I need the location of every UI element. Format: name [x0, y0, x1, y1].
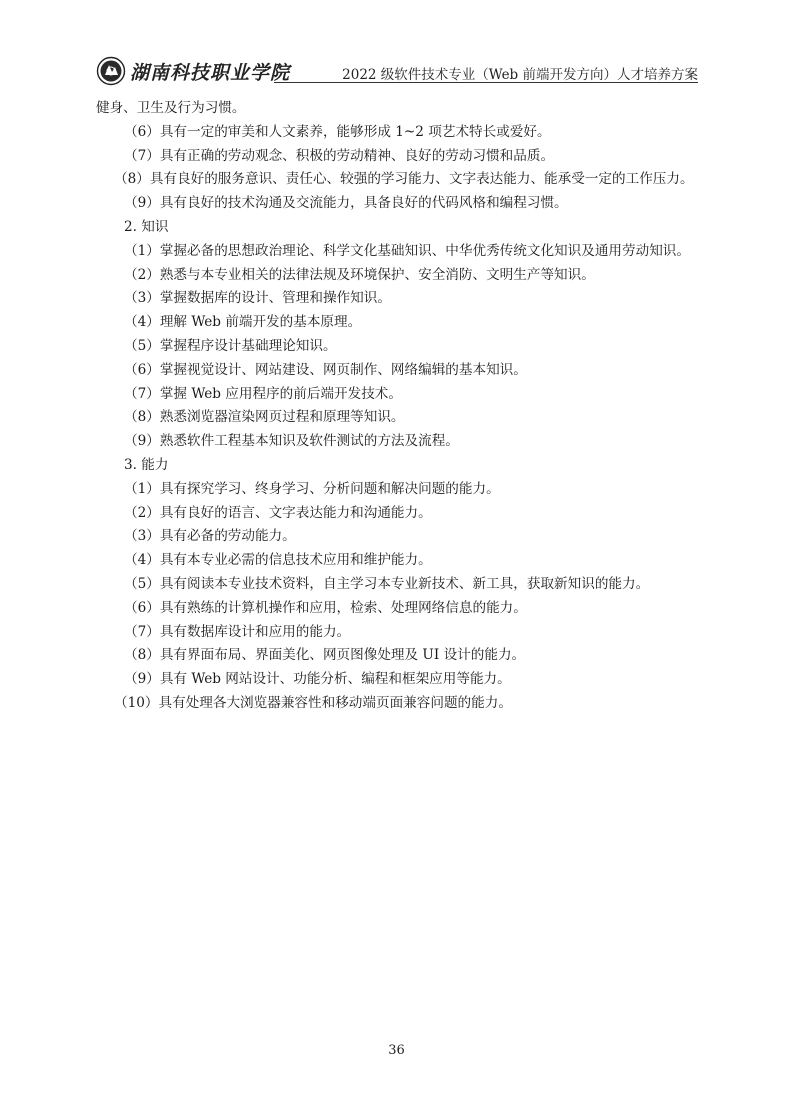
list-item: （5）具有阅读本专业技术资料，自主学习本专业新技术、新工具，获取新知识的能力。 [124, 575, 650, 592]
page-body [96, 97, 706, 716]
list-item: （4）理解 Web 前端开发的基本原理。 [124, 314, 362, 331]
header-rule [274, 82, 698, 83]
list-item: （3）具有必备的劳动能力。 [124, 528, 296, 545]
page-number: 36 [388, 1043, 405, 1058]
list-item: （9）熟悉软件工程基本知识及软件测试的方法及流程。 [124, 433, 459, 450]
list-item: （2）具有良好的语言、文字表达能力和沟通能力。 [124, 504, 432, 521]
school-seal-icon [96, 56, 126, 86]
list-item: （7）掌握 Web 应用程序的前后端开发技术。 [124, 385, 402, 402]
list-item: （10）具有处理各大浏览器兼容性和移动端页面兼容问题的能力。 [114, 694, 512, 711]
list-item: （8）具有良好的服务意识、责任心、较强的学习能力、文字表达能力、能承受一定的工作压力。 [114, 171, 694, 188]
section-heading-knowledge: 2. 知识 [124, 218, 169, 235]
list-item: （1）掌握必备的思想政治理论、科学文化基础知识、中华优秀传统文化知识及通用劳动知识。 [124, 242, 690, 259]
list-item: （8）熟悉浏览器渲染网页过程和原理等知识。 [124, 409, 405, 426]
list-item: （5）掌握程序设计基础理论知识。 [124, 337, 337, 354]
list-item: （7）具有数据库设计和应用的能力。 [124, 623, 351, 640]
list-item: （8）具有界面布局、界面美化、网页图像处理及 UI 设计的能力。 [124, 647, 526, 664]
list-item: （9）具有 Web 网站设计、功能分析、编程和框架应用等能力。 [124, 671, 511, 688]
list-item: （9）具有良好的技术沟通及交流能力，具备良好的代码风格和编程习惯。 [124, 195, 568, 212]
list-item: （2）熟悉与本专业相关的法律法规及环境保护、安全消防、文明生产等知识。 [124, 266, 595, 283]
page-header [96, 56, 698, 86]
list-item: （6）掌握视觉设计、网站建设、网页制作、网络编辑的基本知识。 [124, 361, 527, 378]
school-name-logo: 湖南科技职业学院 [130, 62, 291, 84]
list-item: （6）具有熟练的计算机操作和应用，检索、处理网络信息的能力。 [124, 599, 527, 616]
list-item: （6）具有一定的审美和人文素养，能够形成 1~2 项艺术特长或爱好。 [124, 123, 551, 140]
list-item: （1）具有探究学习、终身学习、分析问题和解决问题的能力。 [124, 480, 500, 497]
list-item: （7）具有正确的劳动观念、积极的劳动精神、良好的劳动习惯和品质。 [124, 147, 555, 164]
list-item: （3）掌握数据库的设计、管理和操作知识。 [124, 290, 391, 307]
paragraph-continuation: 健身、卫生及行为习惯。 [96, 100, 246, 116]
list-item: （4）具有本专业必需的信息技术应用和维护能力。 [124, 552, 432, 569]
section-heading-ability: 3. 能力 [124, 456, 169, 473]
document-title: 2022 级软件技术专业（Web 前端开发方向）人才培养方案 [342, 67, 698, 83]
